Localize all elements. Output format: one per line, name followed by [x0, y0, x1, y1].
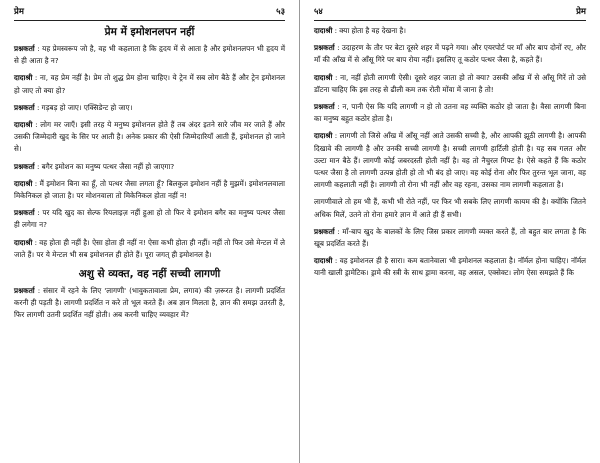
- paragraph: [314, 72, 586, 96]
- speaker-label: प्रश्नकर्ता: [314, 102, 335, 112]
- speaker-label: दादाश्री: [314, 26, 333, 35]
- speaker-label: प्रश्नकर्ता: [14, 102, 35, 112]
- paragraph: [314, 255, 586, 279]
- paragraph: [314, 42, 586, 66]
- paragraph: [14, 237, 285, 261]
- paragraph: [14, 161, 285, 173]
- speaker-label: दादाश्री: [14, 120, 33, 130]
- paragraph: [14, 119, 285, 156]
- speaker-label: दादाश्री: [14, 237, 33, 247]
- paragraph-text: : यह प्रेमस्वरूप जो है, वह भी कहलाता है कि हृदय में से आता है और इमोशनलपन भी हृदय में से ही आता है न?: [14, 44, 285, 66]
- speaker-label: प्रश्नकर्ता: [314, 43, 335, 53]
- paragraph: [14, 178, 285, 202]
- paragraph-text: : क्या होता है वह देखना है।: [332, 26, 406, 35]
- paragraph-text: : वह होता ही नहीं है। ऐसा होता ही नहीं न! ऐसा कभी होता ही नहीं। नहीं तो फिर उसे मेन्टल में ले जाते हैं। पर ये मेन्टल भी सब इमोशनल ही होते हैं। पूरा जगत् ही इमोशनल है।: [14, 237, 285, 259]
- paragraph: [14, 102, 285, 114]
- paragraph: [314, 226, 586, 250]
- speaker-label: दादाश्री: [14, 73, 33, 83]
- paragraph-text: : लोग मर जाएँ। इसी तरह ये मनुष्य इमोशनल होते हैं तब अंदर इतने सारे जीव मर जाते हैं और उसकी जिम्मेदारी खुद के सिर पर आती है। अनेक प्रकार की ऐसी जिम्मेदारियाँ आती हैं, इमोशनल हो जाने से।: [14, 120, 285, 154]
- right-page: [300, 0, 600, 463]
- speaker-label: दादाश्री: [314, 256, 333, 266]
- speaker-label: दादाश्री: [14, 178, 33, 188]
- speaker-label: प्रश्नकर्ता: [14, 286, 35, 296]
- paragraph: [314, 25, 586, 37]
- paragraph: [14, 43, 285, 67]
- speaker-label: प्रश्नकर्ता: [314, 226, 335, 236]
- left-paragraphs: [14, 43, 285, 261]
- paragraph: [314, 196, 586, 220]
- speaker-label: प्रश्नकर्ता: [14, 208, 35, 218]
- paragraph-text: : ना, वह प्रेम नहीं है। प्रेम तो शुद्ध प्रेम होना चाहिए। ये ट्रेन में सब लोग बैठे हैं और ट्रेन इमोशनल हो जाए तो क्या हो?: [14, 73, 285, 95]
- paragraph-text: : वह इमोशनल ही है सारा। कम बतानेवाला भी इमोशनल कहलाता है। नॉर्मल होना चाहिए। नॉर्मल यानी खाली ड्रामेटिक। ड्रामे की स्त्री के साथ ड्रामा करना, वह असल, एक्सेक्ट। लोग ऐसा समझते हैं कि: [314, 256, 586, 278]
- speaker-label: दादाश्री: [314, 72, 333, 82]
- paragraph-text: : संसार में रहने के लिए 'लागणी' (भावुकतावाला प्रेम, लगाव) की ज़रूरत है। लागणी प्रदर्शित करनी ही पड़ती है। लागणी प्रदर्शित न करे तो भूल करते हैं। अब ज्ञान मिलता है, ज्ञान की समझ उतरती है, फिर लागणी उतनी प्रदर्शित नहीं होती। अब करनी चाहिए व्यवहार में?: [14, 286, 285, 320]
- paragraph: [314, 101, 586, 125]
- right-page-header: [314, 6, 586, 21]
- left-page-number: ५३: [276, 7, 285, 17]
- paragraph-text: : मैं इमोशन बिना का हूँ, तो पत्थर जैसा लगता हूँ? बिलकुल इमोशन नहीं है मुझमें। इमोशनलवाला मिकेनिकल हो जाता है। पर मोशनवाला तो मिकेनिकल होता नहीं न!: [14, 178, 285, 201]
- paragraph-text: : पर यदि खुद का सेल्फ रियलाइज़ नहीं हुआ हो तो फिर ये इमोशन बगैर का मनुष्य पत्थर जैसा ही लगेगा न?: [14, 208, 285, 230]
- section-heading: प्रेम में इमोशनलपन नहीं: [104, 26, 195, 38]
- section-subheading: अशु से व्यक्त, वह नहीं सच्ची लागणी: [78, 268, 221, 281]
- paragraph-text: : न, पानी ऐस कि यदि लागणी न हो तो उतना वह व्यक्ति कठोर हो जाता है। वैसा लागणी बिना का मनुष्य बहुत कठोर होता है।: [314, 102, 586, 124]
- left-page-header: [14, 6, 285, 21]
- paragraph: [14, 72, 285, 96]
- speaker-label: प्रश्नकर्ता: [14, 44, 35, 53]
- paragraph: [14, 285, 285, 322]
- paragraph-text: : ना, नहीं होती लागणी ऐसी। दूसरे शहर जाता हो तो क्या? उसकी आँख में से आँसू गिरें तो उसे डॉटना चाहिए कि इस तरह से ढीली कम तक रोती मोंवा में जाना है तो!: [314, 72, 586, 94]
- right-header-title: प्रेम: [576, 7, 586, 17]
- paragraph-text: : माँ-बाप खुद के बालकों के लिए जिस प्रकार लागणी व्यक्त करते हैं, तो बहुत बार लगता है कि खूब प्रदर्शित करते हैं।: [314, 226, 586, 249]
- paragraph-text: : गड़बड़ हो जाए। एक्सिडेन्ट हो जाए।: [34, 102, 133, 112]
- paragraph-text: : बगैर इमोशन का मनुष्य पत्थर जैसा नहीं हो जाएगा?: [34, 161, 175, 171]
- paragraph-text: : उदाहरण के तौर पर बेटा दूसरे शहर में पढ़ने गया। और एयरपोर्ट पर माँ और बाप दोनों रए, और माँ की आँख में से आँसू गिरे पर बाप रोया नहीं। इसलिए तू कठोर पत्थर जैसा है, कहते हैं।: [314, 43, 586, 65]
- right-paragraphs: [314, 25, 586, 280]
- speaker-label: प्रश्नकर्ता: [14, 161, 35, 171]
- paragraph-text: : लागणी तो जिसे आँख में आँसू नहीं आते उसकी सच्ची है, और आपकी झूठी लागणी है। आपकी दिखावे की लागणी है और उनकी सच्ची लागणी है। सच्ची लागणी हार्टिली होती है। यह सब गलत और उल्टा मान बैठे हैं। लागणी कोई जबरदस्ती होती नहीं है। वह तो नैचुरल गिफ्ट है। ऐसे कहते हैं कि कठोर पत्थर जैसा है तो लागणी उत्पन्न होती हो तो भी बंद हो जाए। वह कोई रोना और फिर तुरन्त भूल जाना, वह लागणी कहलाती नहीं है। लागणी तो रोना भी नहीं और वह रहना, उसका नाम लागणी कहलाता है।: [314, 131, 586, 190]
- speaker-label: दादाश्री: [314, 131, 333, 141]
- paragraph-text: लागणीवाले तो हम भी हैं, कभी भी रोते नहीं, पर फिर भी सबके लिए लागणी कायम की है। क्योंकि जितने अधिक मिलें, उतने तो रोना हमारे ज्ञान में आते ही हैं सभी।: [314, 197, 586, 219]
- left-header-title: प्रेम: [14, 7, 24, 17]
- right-page-number: ५४: [314, 7, 323, 17]
- paragraph: [14, 207, 285, 231]
- paragraph: [314, 130, 586, 191]
